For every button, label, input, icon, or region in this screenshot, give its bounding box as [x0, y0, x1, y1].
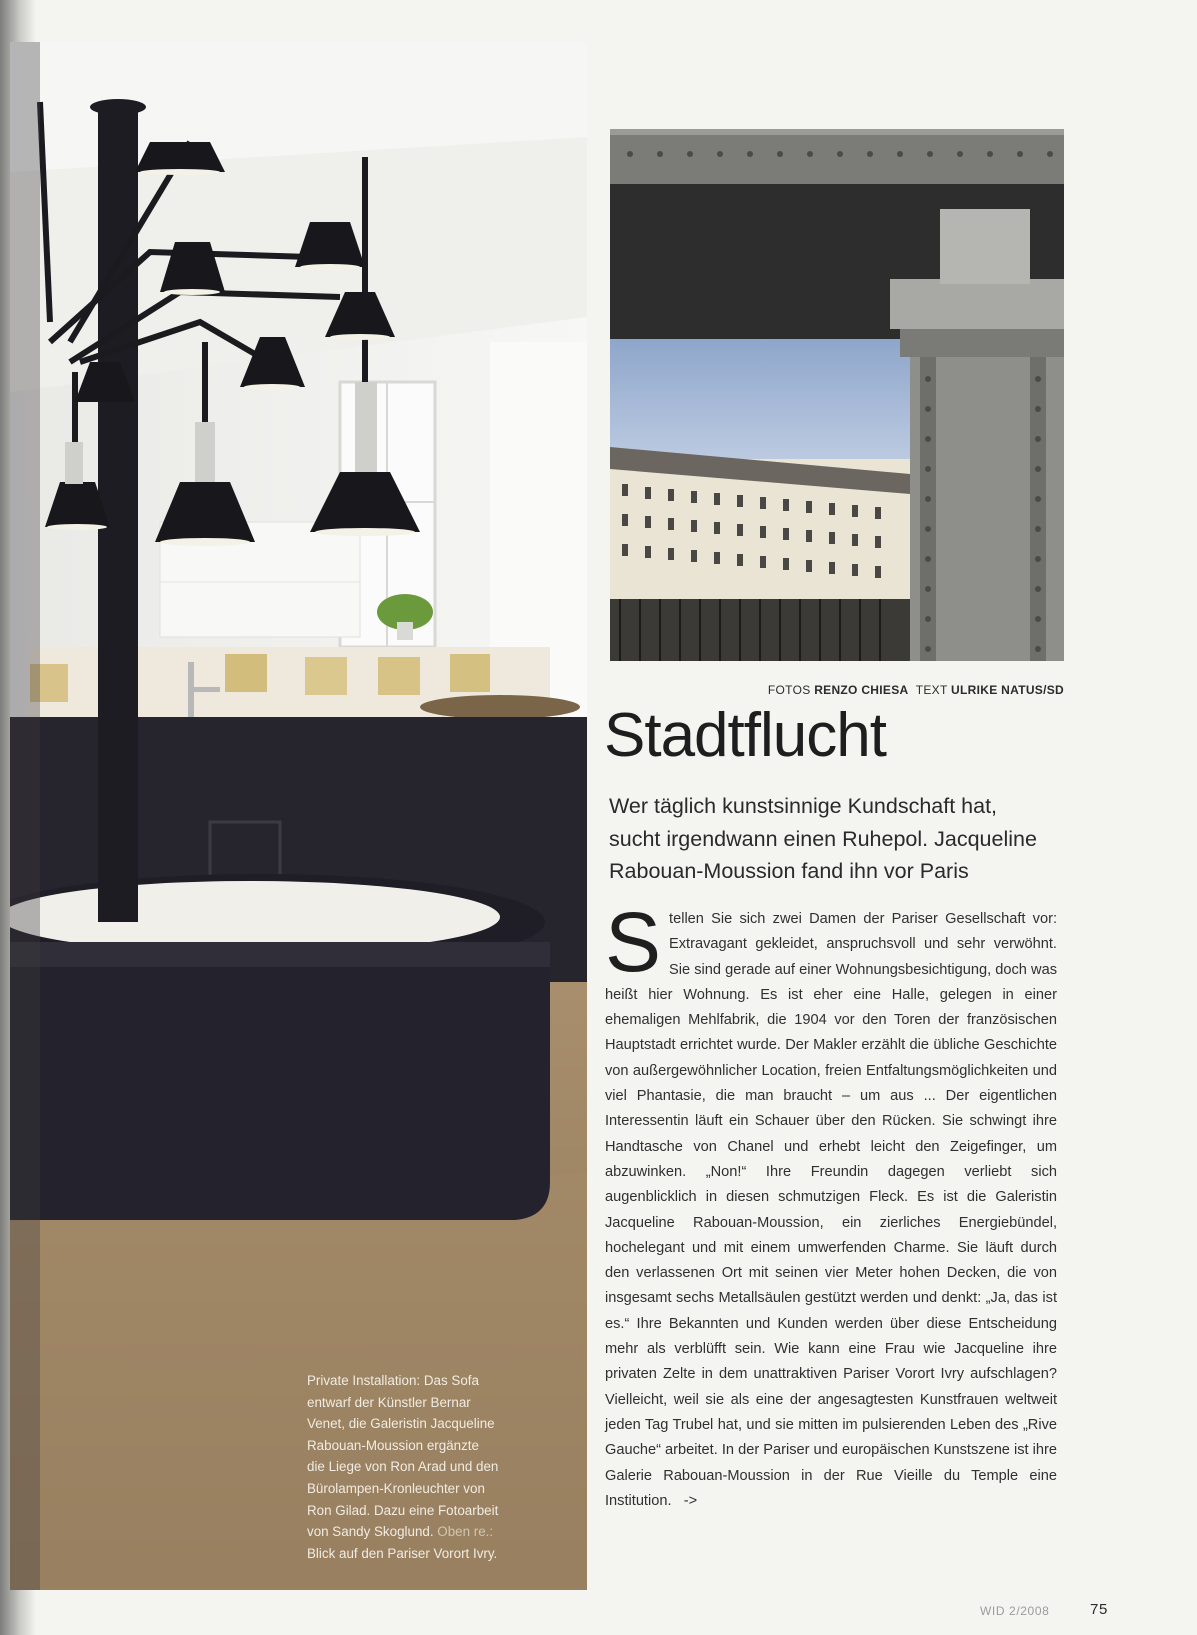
credits-text-name: ULRIKE NATUS/SD: [951, 683, 1064, 697]
caption-text: Private Installation: Das Sofa entwarf der Künstler Bernar Venet, die Galeristin Jacqueline Rabouan-Moussion ergänzte die Liege von Ron Arad und den Bürolampen-Kronleuchter von Ron Gilad. Dazu eine Fotoarbeit von Sandy Skoglund.: [307, 1373, 499, 1540]
article-body: [605, 895, 1057, 1514]
article-deck: Wer täglich kunstsinnige Kundschaft hat, sucht irgendwann einen Ruhepol. Jacqueline Rabouan-Moussion fand ihn vor Paris: [609, 794, 1037, 883]
caption-ref: Oben re.:: [433, 1524, 494, 1540]
ivry-photo: [610, 129, 1064, 661]
article-headline: Stadtflucht: [604, 701, 886, 770]
magazine-issue: WID 2/2008: [980, 1604, 1050, 1618]
page-number: 75: [1090, 1601, 1108, 1618]
continue-arrow-icon: ->: [683, 1492, 698, 1509]
caption-end: Blick auf den Pariser Vorort Ivry.: [307, 1545, 498, 1561]
credits-fotos-name: RENZO CHIESA: [814, 683, 909, 697]
article-body-text: tellen Sie sich zwei Damen der Pariser Gesellschaft vor: Extravagant gekleidet, anspruchsvoll und sehr verwöhnt. Sie sind gerade auf einer Wohnungsbesichtigung, doch was heißt hier Wohnung. Es ist eher eine Halle, gelegen in einer ehemaligen Mehlfabrik, die 1904 vor den Toren der französischen Hauptstadt errichtet wurde. Der Makler erzählt die übliche Geschichte von außergewöhnlicher Location, freien Entfaltungsmöglichkeiten und viel Phantasie, die man braucht – um aus ... Der eigentlichen Interessentin läuft ein Schauer über den Rücken. Sie schwingt ihre Handtasche von Chanel und erhebt leicht den Zeigefinger, um abzuwinken. „Non!“ Ihre Freundin dagegen verliebt sich augenblicklich in diesen schmutzigen Fleck. Es ist die Galeristin Jacqueline Rabouan-Moussion, ein zierliches Energiebündel, hochelegant und mit einem umwerfenden Charme. Sie läuft durch den verlassenen Ort mit seinen vier Meter hohen Decken, die von insgesamt sechs Metallsäulen gestützt werden und denkt: „Ja, das ist es.“ Ihre Bekannten und Kunden werden über diese Entscheidung mehr als verblüfft sein. Wie kann eine Frau wie Jacqueline ihre privaten Zelte in dem unattraktiven Pariser Vorort Ivry aufschlagen? Vielleicht, weil sie als eine der angesagtesten Kunstfrauen weltweit jeden Tag Trubel hat, und sie mitten im pulsierenden Leben des „Rive Gauche“ arbeitet. In der Pariser und europäischen Kunstszene ist ihre Galerie Rabouan-Moussion in der Rue Vieille du Temple eine Institution.: [605, 911, 1057, 1509]
photo-caption: [307, 1370, 547, 1564]
credits-fotos-label: FOTOS: [767, 683, 811, 697]
photo-text-credits: [764, 683, 1064, 697]
credits-text-label: TEXT: [915, 683, 948, 697]
interior-photo: [10, 42, 587, 1590]
drop-cap: S: [605, 895, 662, 989]
